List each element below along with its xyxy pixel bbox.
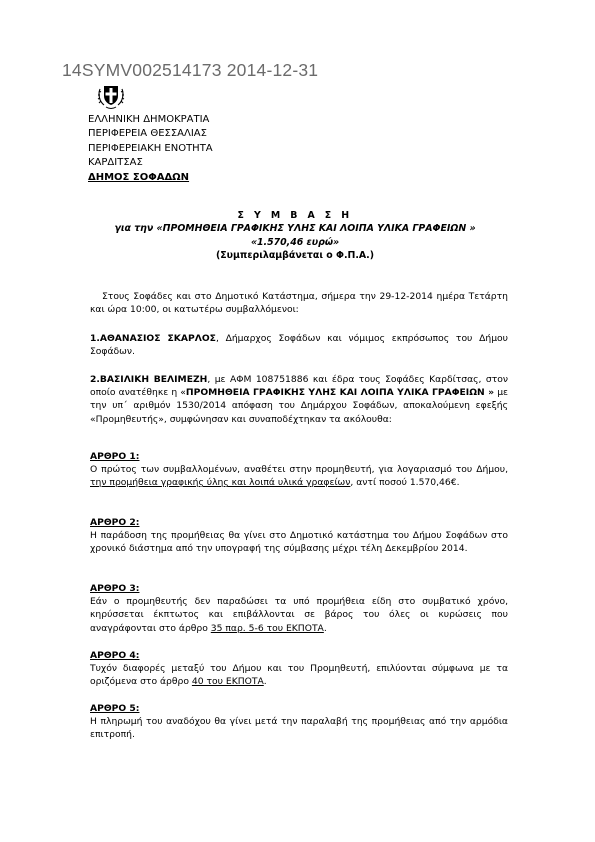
party-2-text-a: , με ΑΦΜ 108751886 και έδρα τους Σοφάδες Καρδίτσας, στον οποίο ανατέθηκε η « (90, 374, 508, 399)
article-5 (90, 702, 508, 742)
article-text: Η παράδοση της προμήθειας θα γίνει στο Δημοτικό κατάστημα του Δήμου Σοφάδων στο χρονικό διάστημα από την υπογραφή της σύμβασης μέχρι τέλη Δεκεμβρίου 2014. (90, 530, 508, 555)
party-2-paragraph (90, 373, 508, 426)
article-underlined-text: 40 του ΕΚΠΟΤΑ (191, 676, 264, 688)
header-country: ΕΛΛΗΝΙΚΗ ΔΗΜΟΚΡΑΤΙΑ (88, 114, 210, 125)
header-prefecture: ΚΑΡΔΙΤΣΑΣ (88, 157, 143, 169)
article-heading: ΑΡΘΡΟ 3: (90, 583, 140, 594)
article-1 (90, 450, 508, 490)
header-regional-unit: ΠΕΡΙΦΕΡΕΙΑΚΗ ΕΝΟΤΗΤΑ (88, 142, 213, 154)
article-heading: ΑΡΘΡΟ 5: (90, 703, 140, 714)
article-body (90, 529, 508, 555)
party-1-text: , Δήμαρχος Σοφάδων και νόμιμος εκπρόσωπος του Δήμου Σοφάδων. (90, 333, 508, 358)
header-region: ΠΕΡΙΦΕΡΕΙΑ ΘΕΣΣΑΛΙΑΣ (88, 128, 207, 140)
article-heading: ΑΡΘΡΟ 1: (90, 451, 140, 462)
article-text-end: . (323, 622, 327, 634)
party-2-subject: ΠΡΟΜΗΘΕΙΑ ΓΡΑΦΙΚΗΣ ΥΛΗΣ ΚΑΙ ΛΟΙΠΑ ΥΛΙΚΑ ΓΡΑΦΕΙΩΝ » (185, 387, 495, 399)
title-contract: Σ Υ Μ Β Α Σ Η (237, 210, 353, 221)
article-body (90, 715, 508, 741)
article-4 (90, 649, 508, 689)
party-1-paragraph (90, 332, 508, 358)
party-2-name: 2.ΒΑΣΙΛΙΚΗ ΒΕΛΙΜΕΖΗ (90, 374, 208, 385)
title-amount: «1.570,46 ευρώ» (250, 236, 340, 248)
article-heading: ΑΡΘΡΟ 4: (90, 650, 140, 661)
article-text: Ο πρώτος των συμβαλλομένων, αναθέτει στην προμηθευτή, για λογαριασμό του Δήμου, (90, 464, 508, 476)
article-text: Η πληρωμή του αναδόχου θα γίνει μετά την παραλαβή της προμήθειας από την αρμόδια επιτροπή. (90, 716, 508, 741)
party-1-name: 1.ΑΘΑΝΑΣΙΟΣ ΣΚΑΡΛΟΣ (90, 333, 216, 344)
article-text: Τυχόν διαφορές μεταξύ του Δήμου και του Προμηθευτή, επιλύονται σύμφωνα με τα οριζόμενα στο άρθρο (90, 663, 508, 688)
document-id: 14SYMV002514173 2014-12-31 (62, 60, 319, 80)
issuer-header (88, 113, 213, 185)
article-body (90, 595, 508, 635)
contract-title (90, 209, 500, 263)
title-subject: για την «ΠΡΟΜΗΘΕΙΑ ΓΡΑΦΙΚΗΣ ΥΛΗΣ ΚΑΙ ΛΟΙΠΑ ΥΛΙΚΑ ΓΡΑΦΕΙΩΝ » (114, 223, 476, 235)
article-2 (90, 516, 508, 556)
article-body (90, 662, 508, 688)
greek-emblem-icon (96, 80, 126, 110)
title-vat-note: (Συμπεριλαμβάνεται ο Φ.Π.Α.) (215, 250, 375, 262)
article-text: Εάν ο προμηθευτής δεν παραδώσει τα υπό προμήθεια είδη στο συμβατικό χρόνο, κηρύσσεται έκπτωτος και επιβάλλονται σε βάρος του όλες οι κυρώσεις που αναγράφονται στο άρθρο (90, 596, 508, 634)
intro-paragraph: Στους Σοφάδες και στο Δημοτικό Κατάστημα, σήμερα την 29-12-2014 ημέρα Τετάρτη και ώρα 10:00, οι κατωτέρω συμβαλλόμενοι: (90, 291, 508, 316)
article-3 (90, 582, 508, 635)
article-heading: ΑΡΘΡΟ 2: (90, 517, 140, 528)
article-text-end: . (263, 676, 267, 688)
header-municipality: ΔΗΜΟΣ ΣΟΦΑΔΩΝ (88, 171, 190, 183)
article-text-end: , αντί ποσού 1.570,46€. (350, 477, 460, 489)
article-body (90, 463, 508, 489)
article-underlined-text: 35 παρ. 5-6 του ΕΚΠΟΤΑ (210, 622, 324, 634)
article-underlined-text: την προμήθεια γραφικής ύλης και λοιπά υλικά γραφείων (90, 477, 351, 489)
party-2-text-b: με την υπ΄ αριθμόν 1530/2014 απόφαση του Δημάρχου Σοφάδων, αποκαλούμενη εφεξής «Προμηθευτής», συμφώνησαν και συναποδέχτηκαν τα ακόλουθα: (90, 387, 509, 425)
